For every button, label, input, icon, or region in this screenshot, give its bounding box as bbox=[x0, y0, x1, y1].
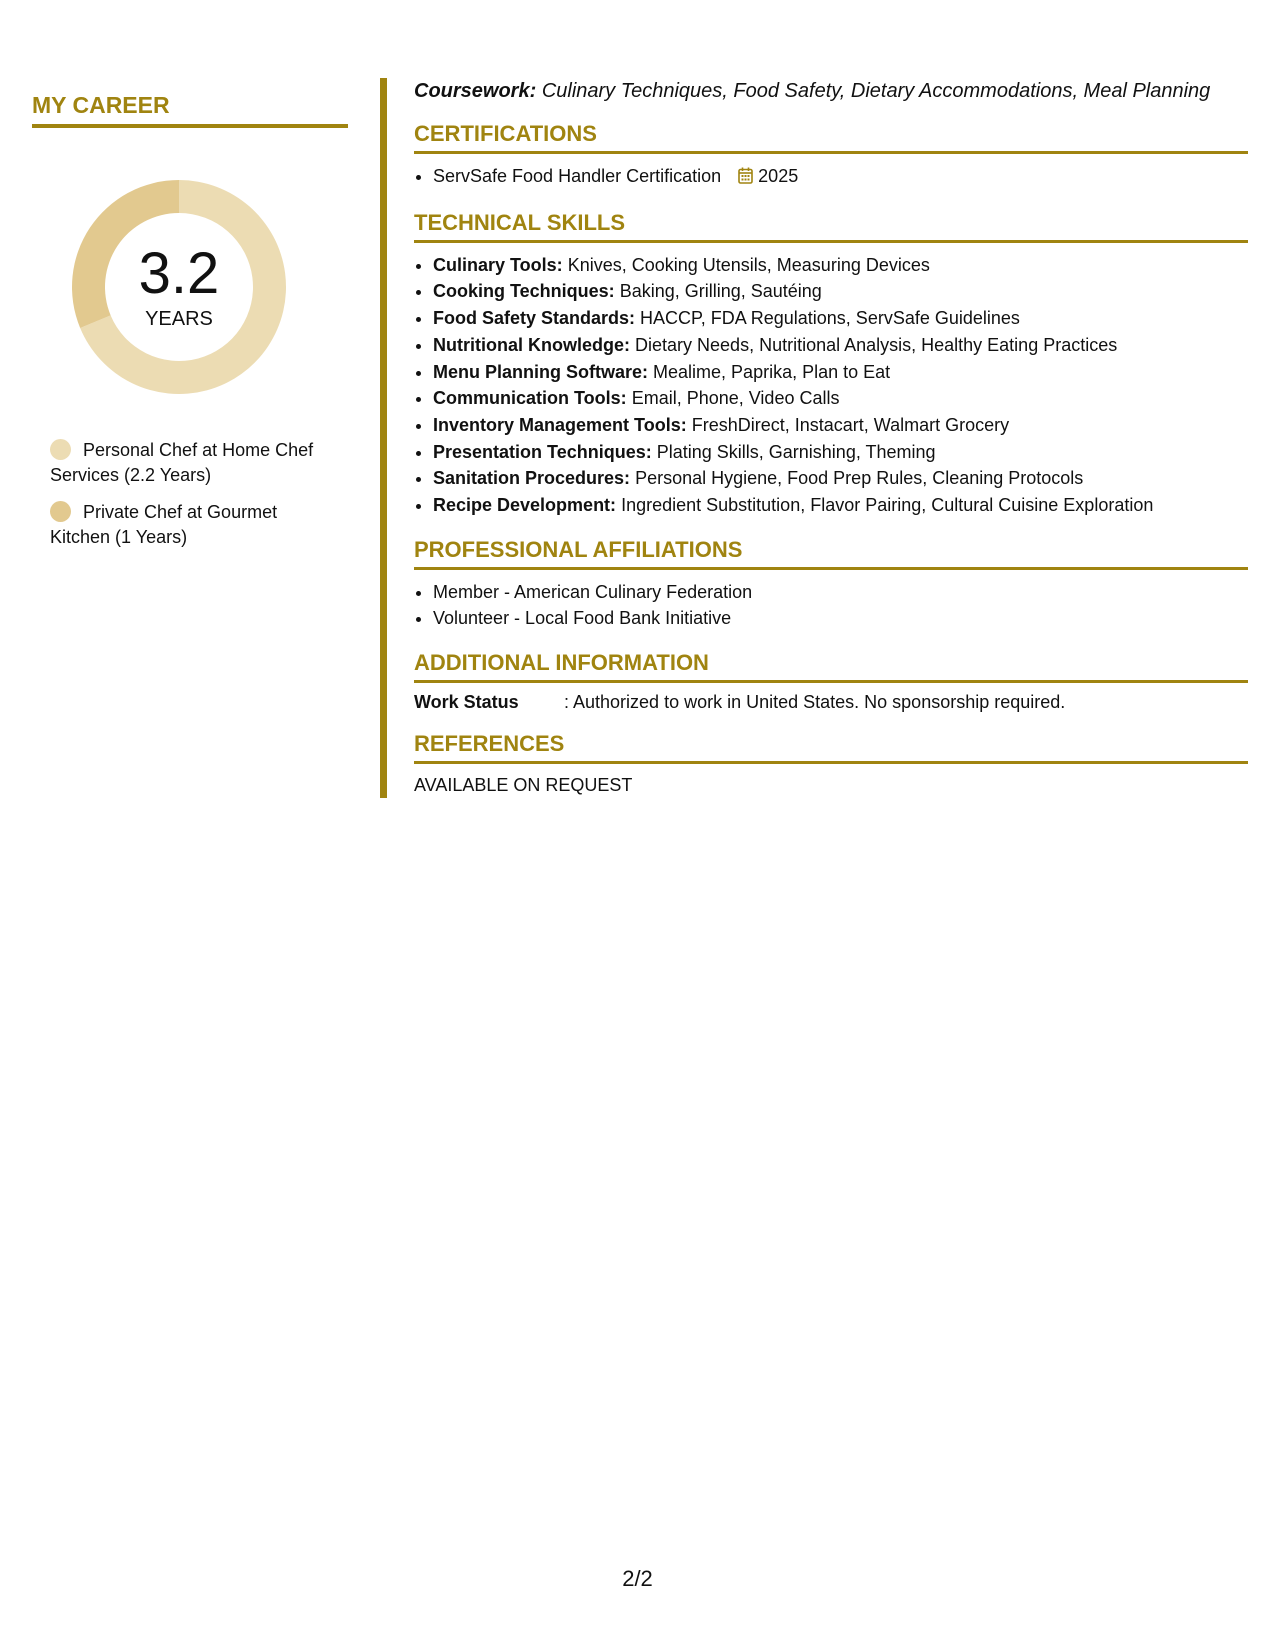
certification-name: ServSafe Food Handler Certification bbox=[433, 166, 722, 186]
skill-item bbox=[433, 439, 1248, 466]
skill-item bbox=[433, 385, 1248, 412]
legend-dot bbox=[50, 501, 71, 522]
coursework-label: Coursework: bbox=[414, 80, 537, 102]
skill-item bbox=[433, 492, 1248, 519]
skill-label: Food Safety Standards: bbox=[433, 308, 636, 329]
affiliation-item: • Member - American Culinary Federation bbox=[433, 579, 1248, 606]
skill-value: Baking, Grilling, Sautéing bbox=[619, 281, 822, 302]
skill-item bbox=[433, 278, 1248, 305]
skill-value: Ingredient Substitution, Flavor Pairing, Cultural Cuisine Exploration bbox=[621, 495, 1154, 516]
total-years-value: 3.2 bbox=[138, 240, 220, 306]
legend-label: Private Chef at Gourmet Kitchen (1 Years) bbox=[50, 502, 278, 547]
skill-label: Communication Tools: bbox=[433, 388, 627, 409]
references-text: AVAILABLE ON REQUEST bbox=[414, 775, 633, 796]
skill-label: Menu Planning Software: bbox=[433, 361, 649, 382]
skill-item bbox=[433, 359, 1248, 386]
affiliations-list bbox=[414, 579, 1248, 632]
legend-item bbox=[50, 438, 330, 488]
career-donut-chart bbox=[64, 172, 294, 402]
skill-value: Plating Skills, Garnishing, Theming bbox=[656, 441, 936, 462]
total-years-unit: YEARS bbox=[145, 307, 213, 330]
skill-item bbox=[433, 332, 1248, 359]
calendar-icon bbox=[738, 165, 753, 192]
skill-item bbox=[433, 305, 1248, 332]
certifications-heading: CERTIFICATIONS bbox=[414, 121, 1248, 154]
main-content bbox=[414, 78, 1248, 796]
skill-item bbox=[433, 412, 1248, 439]
legend-label: Personal Chef at Home Chef Services (2.2 Years) bbox=[50, 440, 314, 485]
certification-item bbox=[433, 163, 1248, 192]
work-status-value: : Authorized to work in United States. No sponsorship required. bbox=[564, 692, 1066, 713]
references-heading: REFERENCES bbox=[414, 731, 1248, 764]
career-legend bbox=[50, 438, 348, 550]
column-divider bbox=[380, 78, 387, 798]
affiliations-heading: PROFESSIONAL AFFILIATIONS bbox=[414, 537, 1248, 570]
skill-label: Sanitation Procedures: bbox=[433, 468, 631, 489]
legend-item bbox=[50, 500, 330, 550]
certification-year: 2025 bbox=[758, 166, 799, 186]
skill-value: HACCP, FDA Regulations, ServSafe Guidelines bbox=[640, 308, 1020, 329]
skill-label: Culinary Tools: bbox=[433, 254, 563, 275]
skill-value: Email, Phone, Video Calls bbox=[631, 388, 840, 409]
certifications-list bbox=[414, 163, 1248, 192]
technical-skills-heading: TECHNICAL SKILLS bbox=[414, 210, 1248, 243]
skill-item bbox=[433, 252, 1248, 279]
skill-value: Dietary Needs, Nutritional Analysis, Healthy Eating Practices bbox=[635, 334, 1118, 355]
work-status-row bbox=[414, 692, 1248, 713]
career-title: MY CAREER bbox=[32, 92, 348, 128]
skill-label: Recipe Development: bbox=[433, 495, 617, 516]
legend-dot bbox=[50, 439, 71, 460]
skill-item bbox=[433, 465, 1248, 492]
skill-label: Cooking Techniques: bbox=[433, 281, 615, 302]
affiliation-item: • Volunteer - Local Food Bank Initiative bbox=[433, 605, 1248, 632]
skill-value: FreshDirect, Instacart, Walmart Grocery bbox=[691, 414, 1010, 435]
coursework-line bbox=[414, 80, 1248, 103]
coursework-value: Culinary Techniques, Food Safety, Dietary Accommodations, Meal Planning bbox=[541, 80, 1211, 102]
technical-skills-list bbox=[414, 252, 1248, 519]
skill-label: Nutritional Knowledge: bbox=[433, 334, 630, 355]
skill-label: Inventory Management Tools: bbox=[433, 414, 687, 435]
skill-label: Presentation Techniques: bbox=[433, 441, 652, 462]
skill-value: Mealime, Paprika, Plan to Eat bbox=[653, 361, 891, 382]
work-status-label: Work Status bbox=[414, 692, 519, 713]
page-number: 2/2 bbox=[622, 1566, 653, 1591]
skill-value: Knives, Cooking Utensils, Measuring Devices bbox=[567, 254, 930, 275]
skill-value: Personal Hygiene, Food Prep Rules, Cleaning Protocols bbox=[635, 468, 1084, 489]
career-panel bbox=[32, 92, 348, 562]
additional-info-heading: ADDITIONAL INFORMATION bbox=[414, 650, 1248, 683]
